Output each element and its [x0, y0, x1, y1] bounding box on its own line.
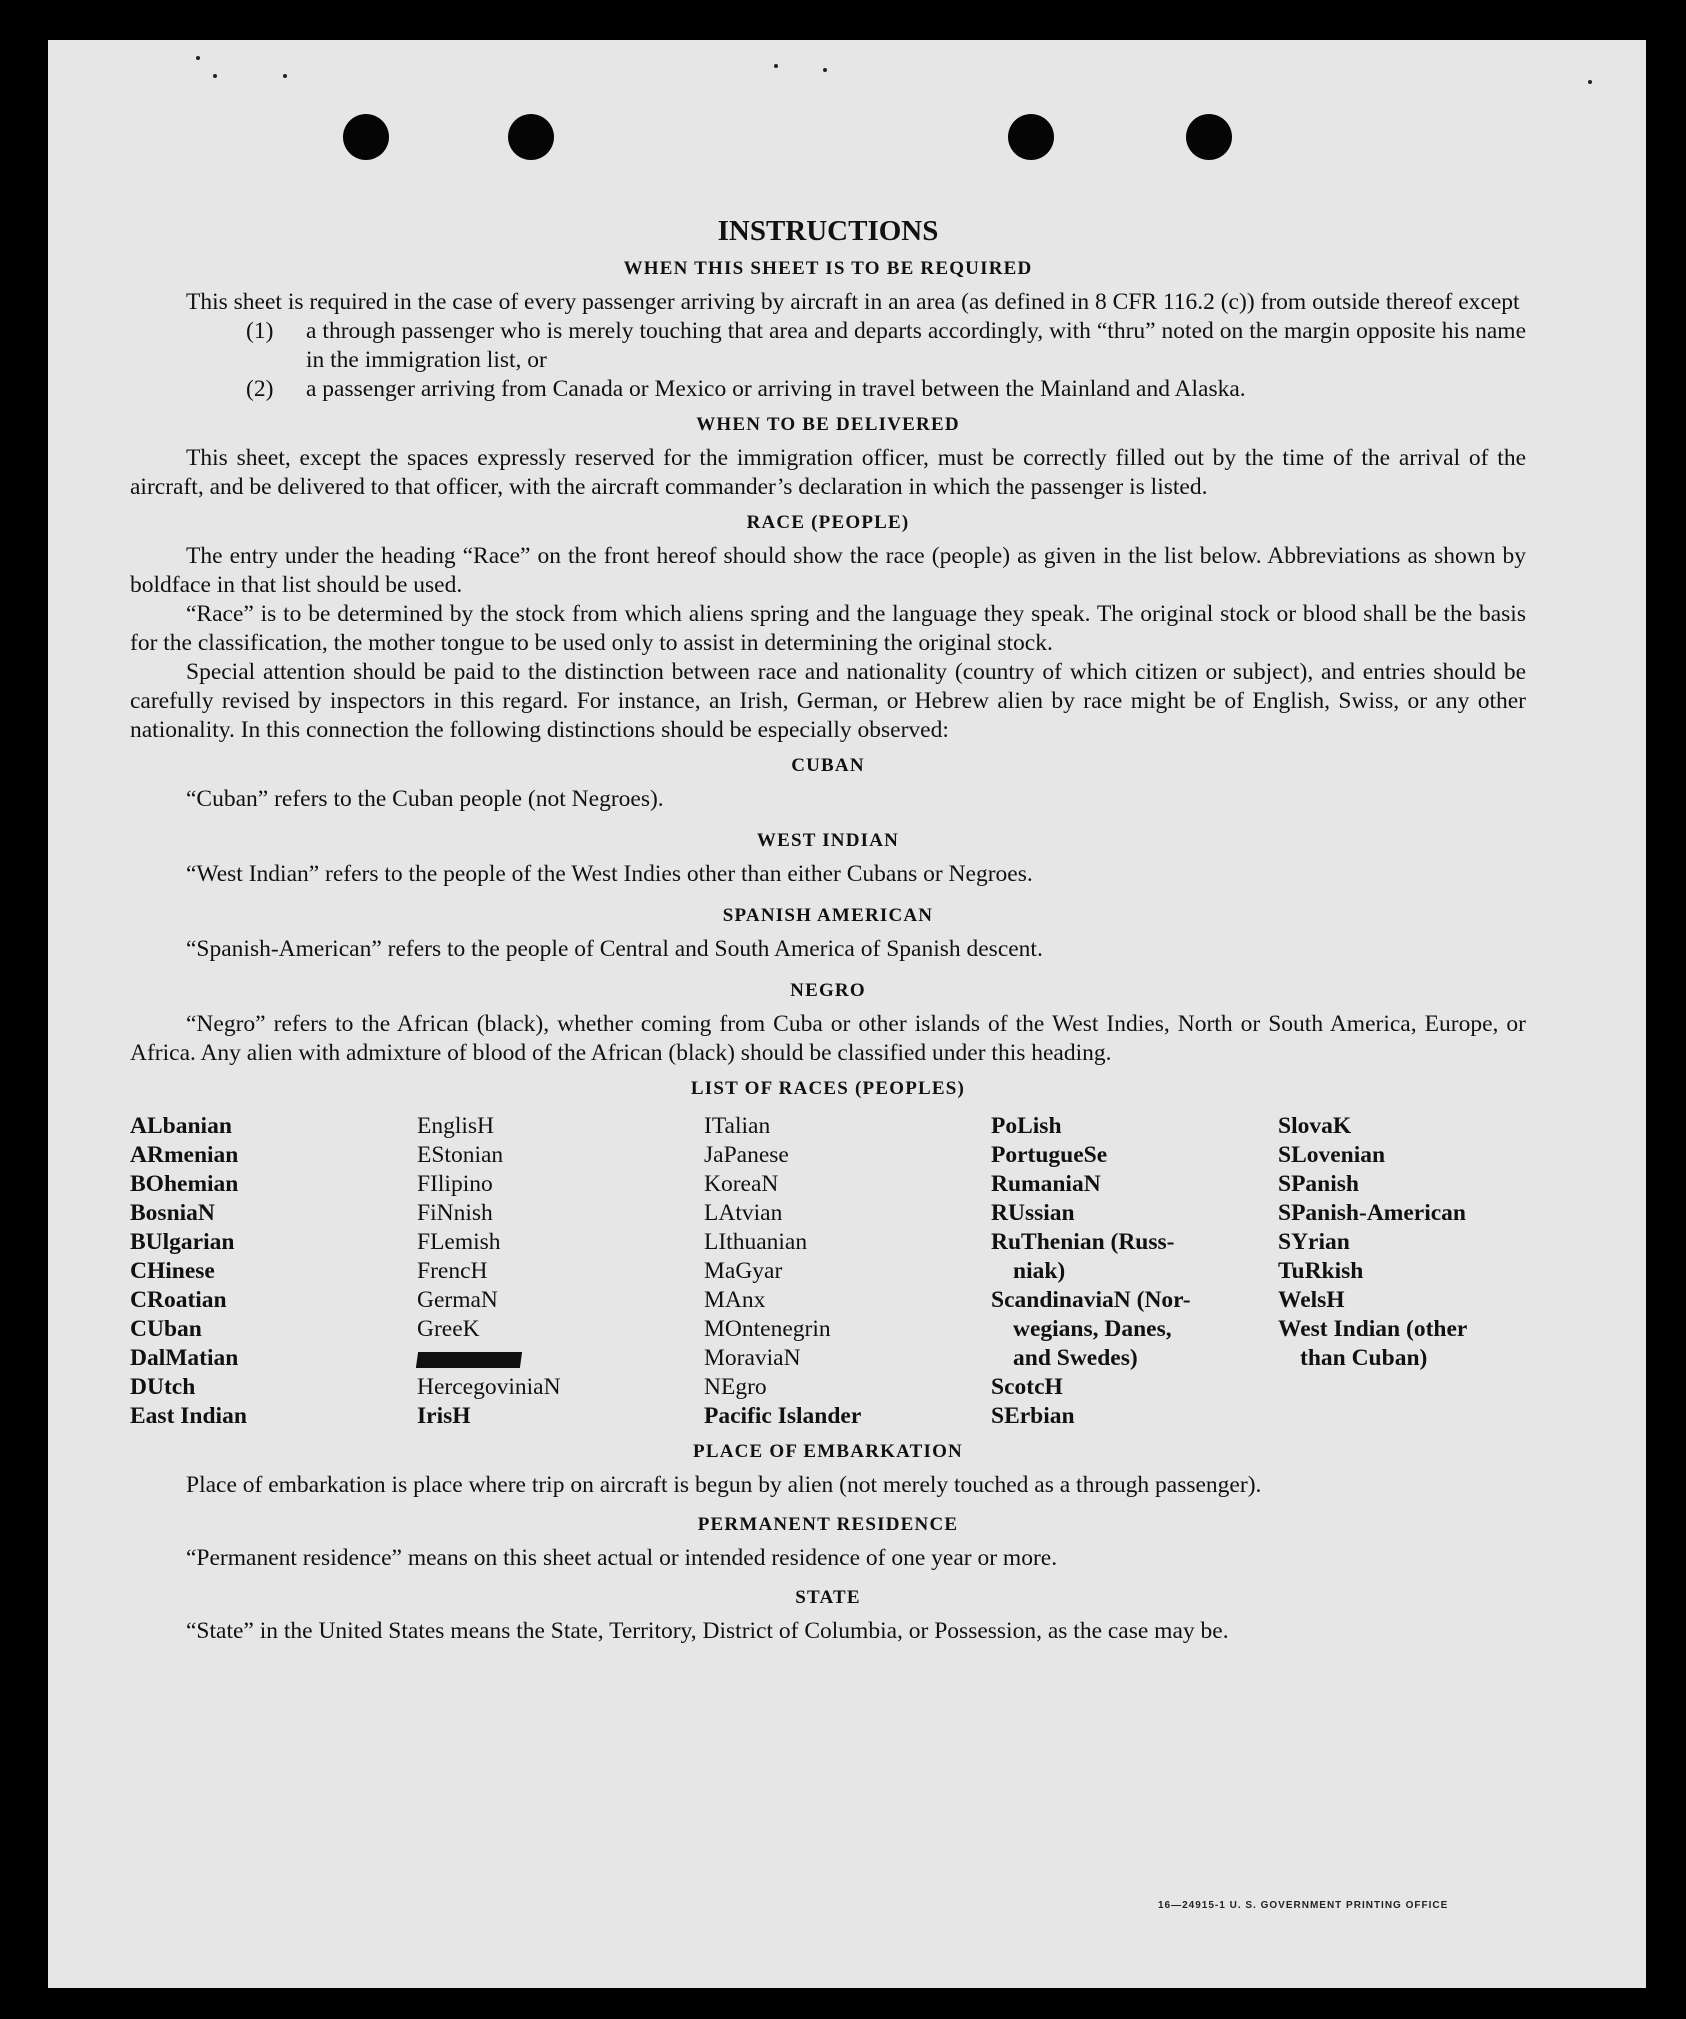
race-entry: SPanish	[1278, 1171, 1359, 1197]
races-column	[991, 1112, 1278, 1431]
printer-imprint: 16—24915-1 U. S. GOVERNMENT PRINTING OFFICE	[1158, 1900, 1449, 1911]
heading-list-of-races: LIST OF RACES (PEOPLES)	[690, 1078, 966, 1099]
race-entry: KoreaN	[704, 1171, 779, 1197]
exception-item	[130, 375, 1526, 404]
punch-hole	[1186, 114, 1232, 160]
speck	[1588, 80, 1592, 84]
race-entry: BUlgarian	[130, 1229, 235, 1255]
race-entry: SYrian	[1278, 1229, 1350, 1255]
document-sheet	[48, 40, 1646, 1988]
heading-race: RACE (PEOPLE)	[746, 512, 910, 533]
residence-text: “Permanent residence” means on this sheet actual or intended residence of one year or more.	[186, 1545, 1058, 1571]
race-paragraph: The entry under the heading “Race” on the front hereof should show the race (people) as given in the list below. Abbreviations as shown by boldface in that list should be used.	[130, 543, 1526, 598]
race-entry: RUssian	[991, 1200, 1075, 1226]
race-entry: GermaN	[417, 1287, 498, 1313]
race-entry: FIlipino	[417, 1171, 493, 1197]
heading-negro: NEGRO	[790, 980, 866, 1001]
speck	[823, 68, 827, 72]
heading-cuban: CUBAN	[791, 755, 865, 776]
race-entry: EStonian	[417, 1142, 504, 1168]
race-entry: West Indian (other	[1278, 1316, 1468, 1342]
race-entry: ITalian	[704, 1113, 771, 1139]
race-entry: DalMatian	[130, 1345, 239, 1371]
item-number: (1)	[246, 318, 274, 344]
race-entry-continued: wegians, Danes,	[1013, 1316, 1172, 1342]
cuban-text: “Cuban” refers to the Cuban people (not Negroes).	[186, 786, 664, 812]
punch-hole	[343, 114, 389, 160]
state-text: “State” in the United States means the State, Territory, District of Columbia, or Possession, as the case may be.	[186, 1618, 1229, 1644]
spanish-american-text: “Spanish-American” refers to the people of Central and South America of Spanish descent.	[186, 936, 1043, 962]
races-column	[704, 1112, 991, 1431]
race-entry: ARmenian	[130, 1142, 239, 1168]
page-title: INSTRUCTIONS	[717, 215, 939, 247]
races-column	[130, 1112, 417, 1431]
when-delivered-text: This sheet, except the spaces expressly reserved for the immigration officer, must be correctly filled out by the time of the arrival of the aircraft, and be delivered to that officer, with the aircraft commander’s declaration in which the passenger is listed.	[130, 445, 1526, 500]
heading-spanish-american: SPANISH AMERICAN	[722, 905, 934, 926]
when-required-intro: This sheet is required in the case of every passenger arriving by aircraft in an area (as defined in 8 CFR 116.2 (c)) from outside thereof except	[186, 289, 1520, 315]
heading-state: STATE	[795, 1587, 861, 1608]
exception-item	[130, 317, 1526, 375]
race-entry: MOntenegrin	[704, 1316, 831, 1342]
race-entry: BosniaN	[130, 1200, 215, 1226]
race-entry: SlovaK	[1278, 1113, 1352, 1139]
race-entry-continued: and Swedes)	[1013, 1345, 1138, 1371]
race-entry: BOhemian	[130, 1171, 239, 1197]
heading-when-required: WHEN THIS SHEET IS TO BE REQUIRED	[623, 258, 1033, 279]
instructions-content	[130, 214, 1526, 1646]
speck	[213, 74, 217, 78]
heading-when-delivered: WHEN TO BE DELIVERED	[696, 414, 960, 435]
race-entry: NEgro	[704, 1374, 767, 1400]
speck	[196, 56, 200, 60]
race-entry: Pacific Islander	[704, 1403, 862, 1429]
race-entry: CRoatian	[130, 1287, 227, 1313]
race-entry-continued: niak)	[1013, 1258, 1066, 1284]
redacted-entry	[417, 1344, 704, 1373]
item-text: a through passenger who is merely touching that area and departs accordingly, with “thru” noted on the margin opposite his name in the immigration list, or	[306, 318, 1526, 373]
race-entry: PoLish	[991, 1113, 1062, 1139]
race-entry: HercegoviniaN	[417, 1374, 561, 1400]
race-entry: FrencH	[417, 1258, 488, 1284]
race-entry: SErbian	[991, 1403, 1075, 1429]
race-paragraph: “Race” is to be determined by the stock from which aliens spring and the language they speak. The original stock or blood shall be the basis for the classification, the mother tongue to be used only to assist in determining the original stock.	[130, 601, 1526, 656]
races-list	[130, 1112, 1526, 1431]
race-entry: TuRkish	[1278, 1258, 1364, 1284]
race-entry: LAtvian	[704, 1200, 783, 1226]
item-number: (2)	[246, 376, 274, 402]
races-column	[1278, 1112, 1565, 1431]
race-entry: EnglisH	[417, 1113, 495, 1139]
embarkation-text: Place of embarkation is place where trip on aircraft is begun by alien (not merely touched as a through passenger).	[186, 1472, 1262, 1498]
heading-permanent-residence: PERMANENT RESIDENCE	[697, 1514, 959, 1535]
race-entry: ScandinaviaN (Nor-	[991, 1287, 1191, 1313]
race-entry: MoraviaN	[704, 1345, 801, 1371]
race-entry-continued: than Cuban)	[1300, 1345, 1428, 1371]
west-indian-text: “West Indian” refers to the people of the West Indies other than either Cubans or Negroes.	[186, 861, 1033, 887]
race-entry: RuThenian (Russ-	[991, 1229, 1175, 1255]
punch-hole	[508, 114, 554, 160]
race-entry: LIthuanian	[704, 1229, 808, 1255]
race-entry: CUban	[130, 1316, 202, 1342]
races-column	[417, 1112, 704, 1431]
race-entry: SPanish-American	[1278, 1200, 1466, 1226]
race-paragraph: Special attention should be paid to the distinction between race and nationality (country of which citizen or subject), and entries should be carefully revised by inspectors in this regard. For instance, an Irish, German, or Hebrew alien by race might be of English, Swiss, or any other nationality. In this connection the following distinctions should be especially observed:	[130, 659, 1526, 743]
race-entry: JaPanese	[704, 1142, 789, 1168]
heading-west-indian: WEST INDIAN	[756, 830, 900, 851]
item-text: a passenger arriving from Canada or Mexico or arriving in travel between the Mainland and Alaska.	[306, 376, 1246, 402]
race-entry: MAnx	[704, 1287, 766, 1313]
race-entry: FiNnish	[417, 1200, 493, 1226]
race-entry: IrisH	[417, 1403, 471, 1429]
race-entry: WelsH	[1278, 1287, 1345, 1313]
race-entry: FLemish	[417, 1229, 501, 1255]
speck	[774, 64, 778, 68]
race-entry: PortugueSe	[991, 1142, 1108, 1168]
negro-text: “Negro” refers to the African (black), whether coming from Cuba or other islands of the West Indies, North or South America, Europe, or Africa. Any alien with admixture of blood of the African (black) should be classified under this heading.	[130, 1011, 1526, 1066]
redaction-mark	[416, 1352, 522, 1368]
race-entry: ALbanian	[130, 1113, 232, 1139]
speck	[283, 74, 287, 78]
race-entry: CHinese	[130, 1258, 215, 1284]
race-entry: East Indian	[130, 1403, 247, 1429]
race-entry: SLovenian	[1278, 1142, 1386, 1168]
race-entry: GreeK	[417, 1316, 480, 1342]
heading-embarkation: PLACE OF EMBARKATION	[693, 1441, 963, 1462]
race-entry: DUtch	[130, 1374, 196, 1400]
punch-hole	[1008, 114, 1054, 160]
race-entry: RumaniaN	[991, 1171, 1101, 1197]
race-entry: MaGyar	[704, 1258, 783, 1284]
race-entry: ScotcH	[991, 1374, 1063, 1400]
